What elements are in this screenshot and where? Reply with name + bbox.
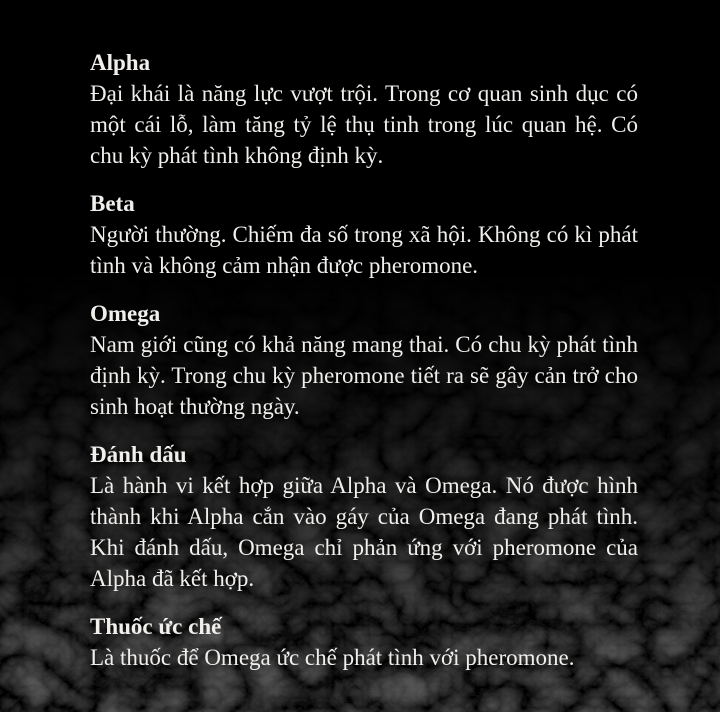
term-heading: Beta <box>90 191 135 216</box>
term-definition: Là hành vi kết hợp giữa Alpha và Omega. Nó được hình thành khi Alpha cắn vào gáy của Omega đang phát tình. Khi đánh dấu, Omega chỉ phản ứng với pheromone của Alpha đã kết hợp. <box>90 473 638 591</box>
term-heading: Omega <box>90 301 161 326</box>
glossary-section-alpha <box>90 47 638 171</box>
glossary-section-omega <box>90 298 638 422</box>
term-heading: Đánh dấu <box>90 442 187 467</box>
glossary-section-thuoc-uc-che <box>90 611 638 673</box>
term-heading: Alpha <box>90 50 151 75</box>
term-definition: Đại khái là năng lực vượt trội. Trong cơ quan sinh dục có một cái lỗ, làm tăng tỷ lệ thụ tinh trong lúc quan hệ. Có chu kỳ phát tình không định kỳ. <box>90 81 638 168</box>
term-heading: Thuốc ức chế <box>90 614 222 639</box>
term-definition: Nam giới cũng có khả năng mang thai. Có chu kỳ phát tình định kỳ. Trong chu kỳ pheromone tiết ra sẽ gây cản trở cho sinh hoạt thường ngày. <box>90 332 638 419</box>
glossary-section-beta <box>90 188 638 281</box>
term-definition: Là thuốc để Omega ức chế phát tình với pheromone. <box>90 645 575 670</box>
glossary-section-danh-dau <box>90 439 638 594</box>
term-definition: Người thường. Chiếm đa số trong xã hội. Không có kì phát tình và không cảm nhận được pheromone. <box>90 222 638 278</box>
glossary-content <box>90 47 638 690</box>
